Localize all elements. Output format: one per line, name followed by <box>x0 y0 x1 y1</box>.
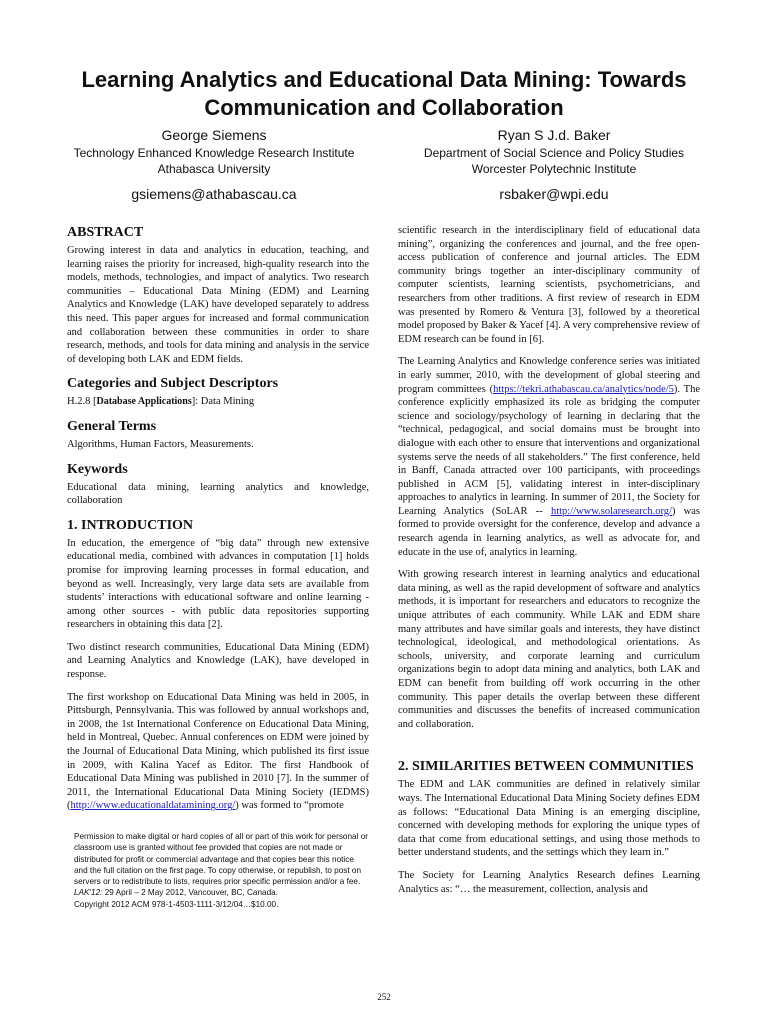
paper-title: Learning Analytics and Educational Data Mining: Towards Communication and Collaboration <box>81 67 687 120</box>
author-email[interactable]: rsbaker@wpi.edu <box>499 186 609 202</box>
body-paragraph: The EDM and LAK communities are defined in relatively similar ways. The International Educational Data Mining Society defines EDM as follows: “Educational Data Mining is an emerging discipline, concerned with developing methods for exploring the unique types of data that come from educational settings, and using those methods to better understand students, and the settings which they learn in.” <box>398 779 700 859</box>
tekri-link[interactable]: https://tekri.athabascau.ca/analytics/node/5 <box>493 383 674 395</box>
author-affiliation: Department of Social Science and Policy Studies <box>423 146 685 160</box>
permission-footnote <box>74 831 369 910</box>
iedms-link[interactable]: http://www.educationaldatamining.org/ <box>70 800 236 812</box>
intro-paragraph: In education, the emergence of “big data” through new extensive educational media, combined with advances in computation [1] holds promise for improving learning processes in formal education, and beyond as well. Increasingly, very large data sets are available from students’ interactions with educational software and online learning - among other sources - with public data repositories supporting researchers in obtaining this data [2]. <box>67 537 369 631</box>
author-block-1 <box>44 126 384 203</box>
abstract-heading: ABSTRACT <box>67 225 144 240</box>
author-email[interactable]: gsiemens@athabascau.ca <box>131 186 297 202</box>
body-paragraph: scientific research in the interdisciplinary field of educational data mining”, organizing the conferences and journal, and the free open-access publication of conference and journal articles. The EDM community brings together an inter-disciplinary community of computer scientists, learning scientists, psychometricians, and researchers from other traditions. A first review of research in EDM was presented by Romero & Ventura [3], followed by a theoretical model proposed by Baker & Yacef [4]. A very comprehensive review of EDM research can be found in [6]. <box>398 225 700 345</box>
body-paragraph: With growing research interest in learning analytics and educational data mining, as well as the rapid development of software and analytics methods, it is important for researchers and educators to recognize the unique attributes of each community. While LAK and EDM share many attributes and have similar goals and interests, they have distinct technological, ideological, and methodological orientations. As schools, university, and corporate learning and curriculum organizations begin to adopt data mining and analytics, both LAK and EDM can benefit from building off work occurring in the other community. This paper details the overlap between these different communities and discusses the benefits of increased communication and collaboration. <box>398 569 700 730</box>
permission-text: Permission to make digital or hard copies of all or part of this work for personal or classroom use is granted without fee provided that copies are not made or distributed for profit or commercial advantage and that copies bear this notice and the full citation on the first page. To copy otherwise, or republish, to post on servers or to redistribute to lists, requires prior specific permission and/or a fee. <box>74 832 368 887</box>
right-column <box>398 224 700 905</box>
author-name: Ryan S J.d. Baker <box>497 127 611 143</box>
intro-paragraph: The first workshop on Educational Data Mining was held in 2005, in Pittsburgh, Pennsylvania. This was followed by annual workshops and, in 2008, the 1st International Conference on Educational Data Mining, held in Montreal, Quebec. Annual conferences on EDM were joined by the Journal of Educational Data Mining, which published its first issue in 2009, with Kalina Yacef as Editor. The first Handbook of Educational Data Mining was published in 2010 [7]. In the summer of 2011, the International Educational Data Mining Society (IEDMS) (http://www.educationaldatamining.org/) was formed to “promote <box>67 691 369 812</box>
author-block-2 <box>384 126 724 203</box>
page-number: 252 <box>377 992 391 1002</box>
keywords-heading: Keywords <box>67 461 128 477</box>
author-affiliation: Technology Enhanced Knowledge Research Institute <box>73 146 355 160</box>
categories-text: H.2.8 [Database Applications]: Data Mining <box>67 396 255 408</box>
author-affiliation: Worcester Polytechnic Institute <box>471 162 637 176</box>
keywords-text: Educational data mining, learning analytics and knowledge, collaboration <box>67 481 369 507</box>
intro-paragraph: Two distinct research communities, Educational Data Mining (EDM) and Learning Analytics and Knowledge (LAK), have developed in response. <box>67 641 369 681</box>
abstract-text: Growing interest in data and analytics in education, teaching, and learning raises the priority for increased, high-quality research into the models, methods, technologies, and impact of analytics. Two research communities – Educational Data Mining (EDM) and Learning Analytics and Knowledge (LAK) have developed separately to address this need. This paper argues for increased and formal communication and collaboration between these communities in order to share research, methods, and tools for data mining and analysis in the service of developing both LAK and EDM fields. <box>67 245 369 365</box>
left-column <box>67 224 369 822</box>
general-terms-text: Algorithms, Human Factors, Measurements. <box>67 438 254 450</box>
author-name: George Siemens <box>161 127 267 143</box>
body-paragraph: The Learning Analytics and Knowledge conference series was initiated in early summer, 2010, with the development of global steering and program committees (https://tekri.athabascau.ca/analytics/node/5). The conference explicitly emphasized its role as bridging the computer science and sociology/psychology of learning in declaring that the “technical, pedagogical, and social domains must be brought into dialogue with each other to ensure that interventions and organizational systems serve the needs of all stakeholders.” The first conference, held in Banff, Canada attracted over 100 participants, with proceedings published in ACM [5], validating interest in inter-disciplinary approaches to analytics in learning. In summer of 2011, the Society for Learning Analytics (SoLAR -- http://www.solaresearch.org/) was formed to provide oversight for the conference, develop and advance a research agenda in learning analytics, as well as advocate for, and educate in the use of, analytics in learning. <box>398 356 700 558</box>
introduction-heading: 1. INTRODUCTION <box>67 517 194 533</box>
author-affiliation: Athabasca University <box>157 162 271 176</box>
section2-heading: 2. SIMILARITIES BETWEEN COMMUNITIES <box>398 759 694 775</box>
categories-heading: Categories and Subject Descriptors <box>67 376 279 392</box>
body-paragraph: The Society for Learning Analytics Research defines Learning Analytics as: “… the measurement, collection, analysis and <box>398 869 700 895</box>
general-terms-heading: General Terms <box>67 418 157 434</box>
conference-line: LAK'12: 29 April – 2 May 2012, Vancouver, BC, Canada. <box>74 888 278 898</box>
copyright-line: Copyright 2012 ACM 978-1-4503-1111-3/12/04…$10.00. <box>74 899 279 909</box>
solar-link[interactable]: http://www.solaresearch.org/ <box>550 505 672 517</box>
